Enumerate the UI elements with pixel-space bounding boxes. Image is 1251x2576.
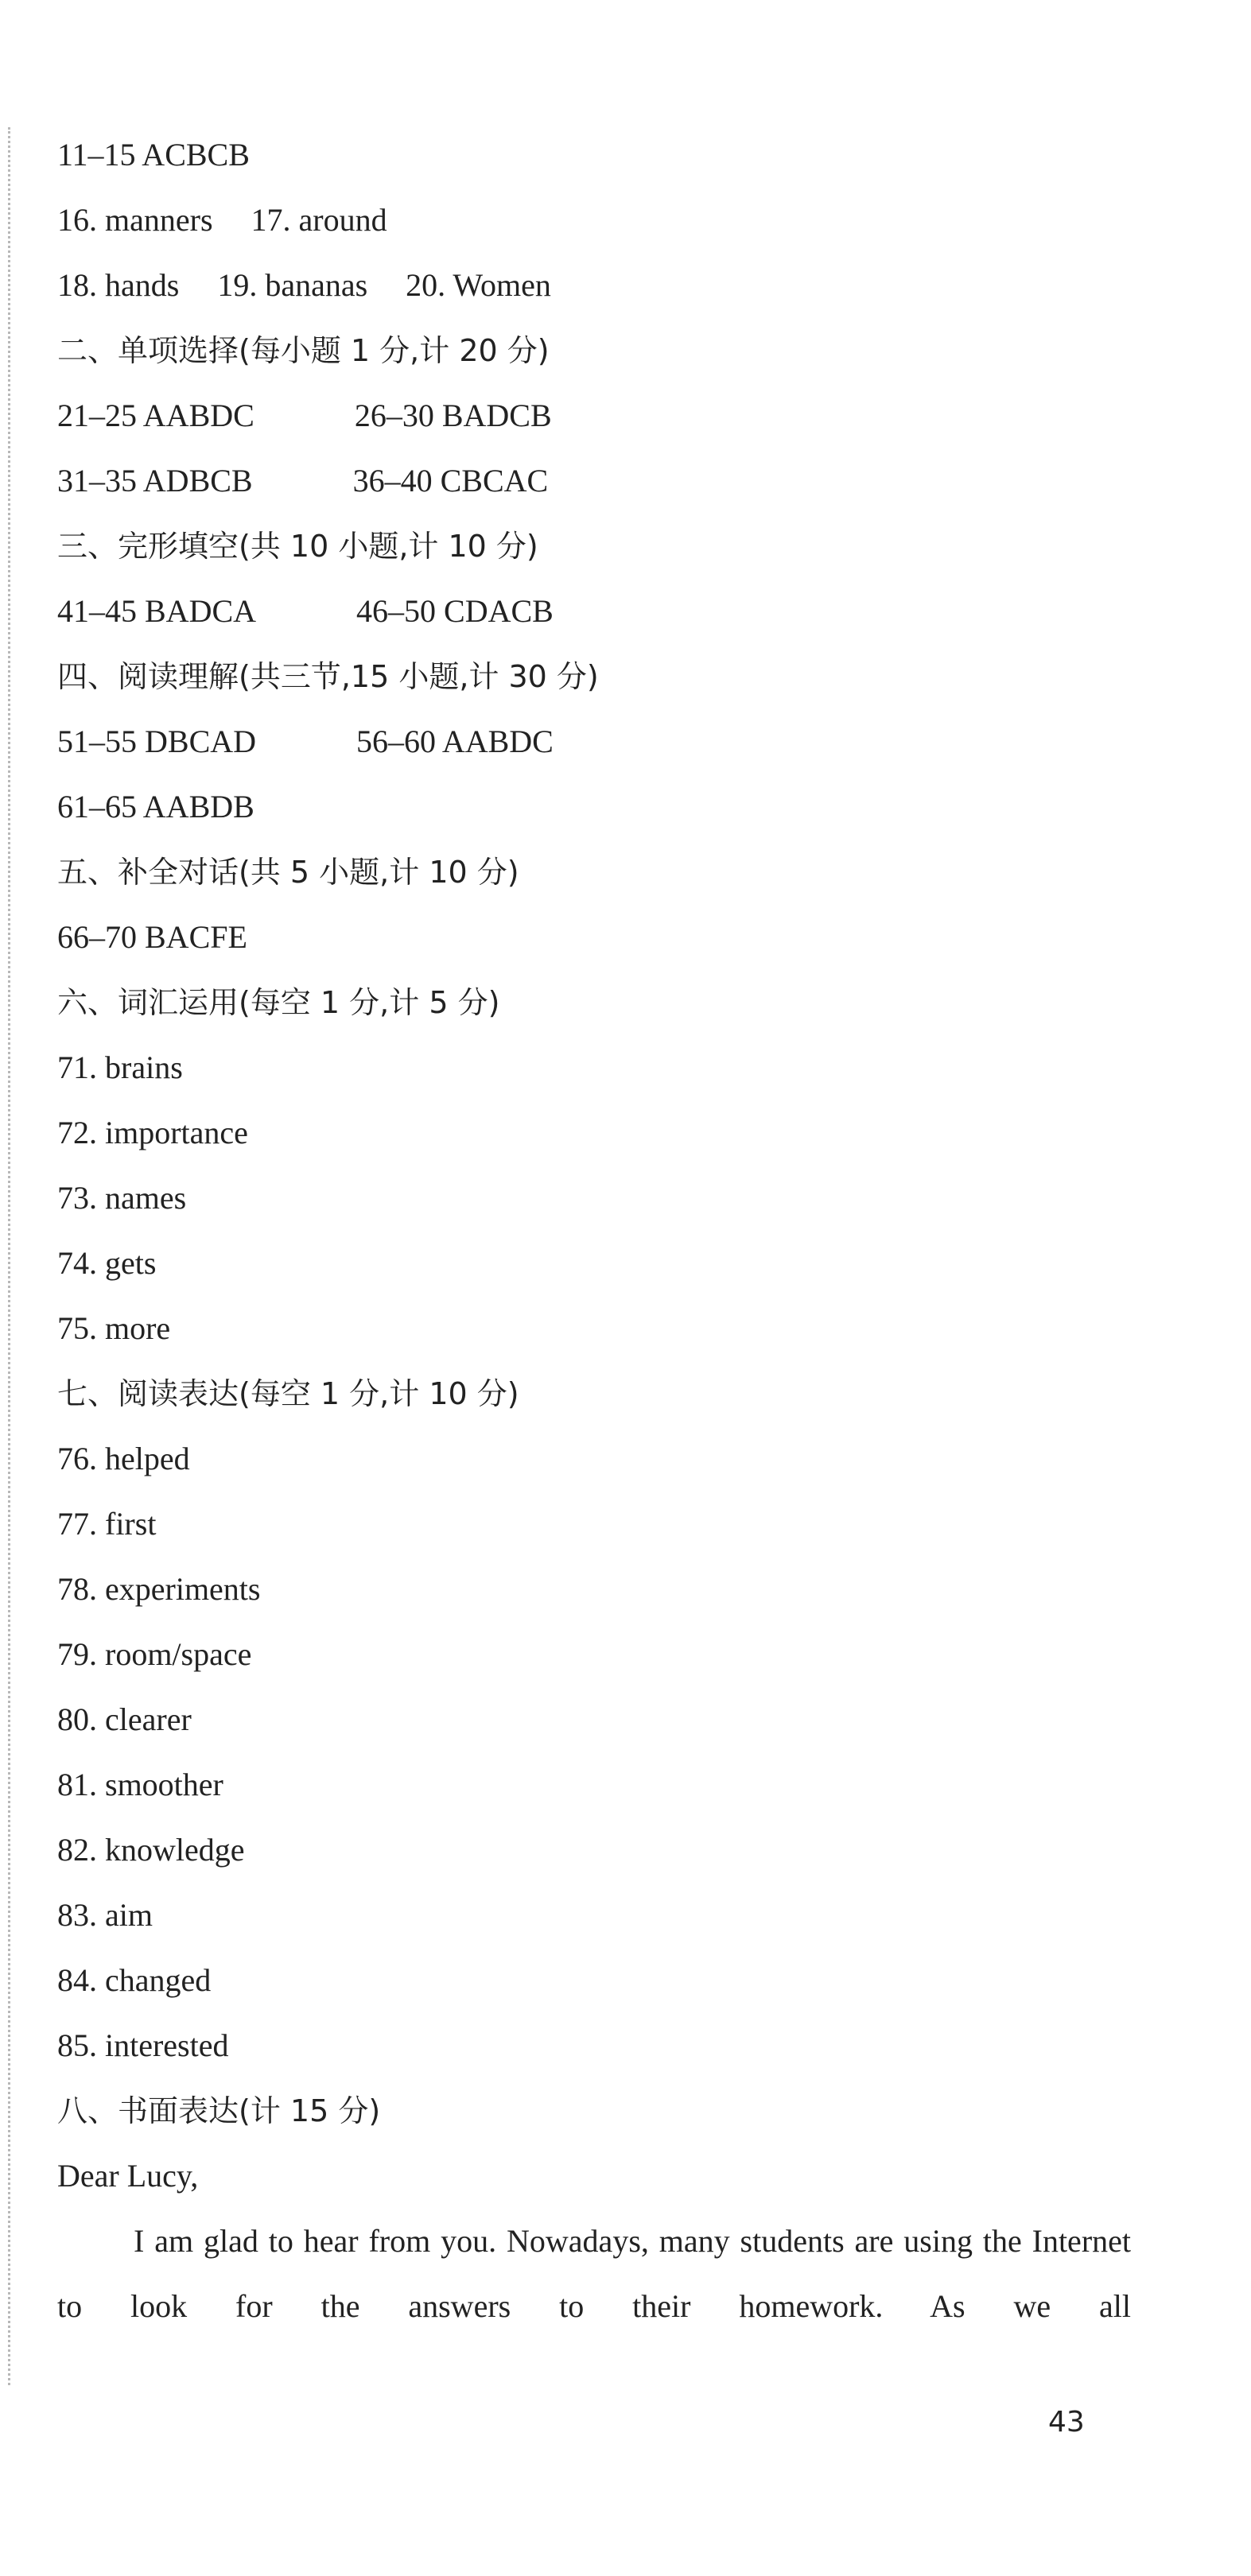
- answer-79: 79. room/space: [57, 1636, 252, 1672]
- answer-group: 31–35 ADBCB: [57, 463, 253, 499]
- answer-72: 72. importance: [57, 1115, 248, 1150]
- answer-20: 20. Women: [406, 267, 551, 303]
- section-heading-4: 四、阅读理解(共三节,15 小题,计 30 分): [57, 659, 599, 694]
- letter-paragraph-text: I am glad to hear from you. Nowadays, many students are using the Internet to look for the answers to their homework. As we all: [57, 2223, 1131, 2324]
- answer-73: 73. names: [57, 1180, 187, 1216]
- answer-78: 78. experiments: [57, 1571, 261, 1607]
- section-heading-3: 三、完形填空(共 10 小题,计 10 分): [57, 529, 538, 564]
- answer-82: 82. knowledge: [57, 1832, 245, 1868]
- answer-16: 16. manners: [57, 202, 213, 238]
- section-heading-5: 五、补全对话(共 5 小题,计 10 分): [57, 855, 519, 890]
- section-heading-2: 二、单项选择(每小题 1 分,计 20 分): [57, 333, 550, 368]
- answer-group: 36–40 CBCAC: [352, 463, 549, 499]
- answer-line: 66–70 BACFE: [57, 919, 247, 955]
- section-heading-8: 八、书面表达(计 15 分): [57, 2093, 381, 2128]
- answer-group: 26–30 BADCB: [354, 398, 552, 433]
- answer-75: 75. more: [57, 1310, 171, 1346]
- answer-group: 51–55 DBCAD: [57, 724, 257, 759]
- answer-group: 41–45 BADCA: [57, 593, 257, 629]
- letter-paragraph: [57, 2209, 1131, 2339]
- answer-19: 19. bananas: [217, 267, 368, 303]
- page-number: 43: [1048, 2406, 1085, 2438]
- answer-line: [57, 396, 552, 436]
- binding-margin-line: [8, 127, 10, 2385]
- answer-group: 21–25 AABDC: [57, 398, 254, 433]
- section-heading-6: 六、词汇运用(每空 1 分,计 5 分): [57, 985, 500, 1020]
- answer-84: 84. changed: [57, 1962, 212, 1998]
- answer-17: 17. around: [251, 202, 387, 238]
- answer-18: 18. hands: [57, 267, 180, 303]
- section-heading-7: 七、阅读表达(每空 1 分,计 10 分): [57, 1376, 519, 1411]
- answer-line: [57, 461, 548, 501]
- answer-76: 76. helped: [57, 1441, 190, 1476]
- answer-line: [57, 592, 554, 631]
- answer-line: [57, 266, 551, 305]
- answer-group: 46–50 CDACB: [356, 593, 554, 629]
- answer-line: 61–65 AABDB: [57, 789, 254, 824]
- answer-80: 80. clearer: [57, 1701, 192, 1737]
- letter-salutation: Dear Lucy,: [57, 2158, 199, 2194]
- answer-83: 83. aim: [57, 1897, 153, 1933]
- answer-line: 11–15 ACBCB: [57, 137, 250, 173]
- answer-74: 74. gets: [57, 1245, 157, 1281]
- answer-85: 85. interested: [57, 2027, 229, 2063]
- answer-81: 81. smoother: [57, 1767, 223, 1802]
- answer-77: 77. first: [57, 1506, 157, 1542]
- answer-71: 71. brains: [57, 1049, 183, 1085]
- answer-line: [57, 722, 554, 762]
- answer-group: 56–60 AABDC: [356, 724, 554, 759]
- answer-line: [57, 200, 387, 240]
